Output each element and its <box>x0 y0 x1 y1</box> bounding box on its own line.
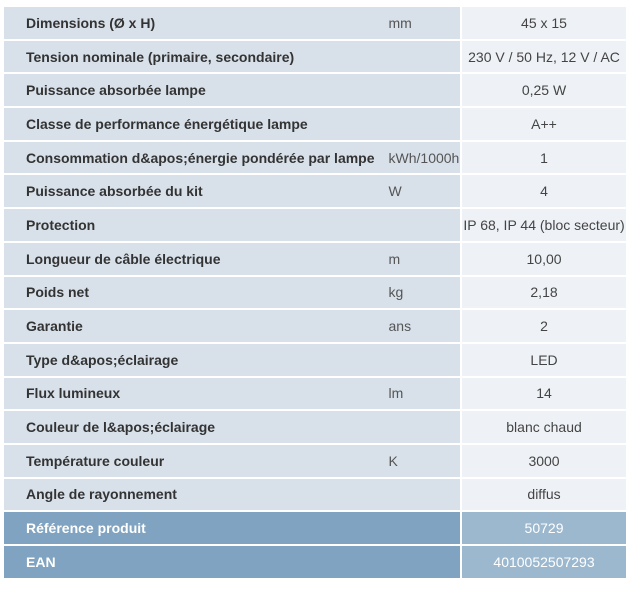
spec-label: Type d&apos;éclairage <box>4 344 375 378</box>
spec-row-type-eclairage <box>4 344 626 378</box>
spec-label: Poids net <box>4 277 375 311</box>
spec-value: 1 <box>462 142 625 176</box>
spec-unit <box>375 74 463 108</box>
spec-label: Puissance absorbée du kit <box>4 175 375 209</box>
spec-value: diffus <box>462 479 625 513</box>
spec-row-couleur <box>4 411 626 445</box>
spec-row-reference <box>4 512 626 546</box>
spec-unit: K <box>375 445 463 479</box>
spec-row-temperature <box>4 445 626 479</box>
spec-label: Dimensions (Ø x H) <box>4 7 375 41</box>
spec-value: 230 V / 50 Hz, 12 V / AC <box>462 41 625 75</box>
spec-unit: mm <box>375 7 463 41</box>
spec-row-flux <box>4 378 626 412</box>
spec-unit <box>375 411 463 445</box>
spec-label: Longueur de câble électrique <box>4 243 375 277</box>
spec-row-dimensions <box>4 7 626 41</box>
spec-unit <box>375 41 463 75</box>
spec-unit: ans <box>375 310 463 344</box>
spec-value: 2,18 <box>462 277 625 311</box>
spec-label: Angle de rayonnement <box>4 479 375 513</box>
ean-value: 4010052507293 <box>462 546 625 580</box>
spec-label: Température couleur <box>4 445 375 479</box>
spec-unit: lm <box>375 378 463 412</box>
spec-row-classe-energie <box>4 108 626 142</box>
reference-value: 50729 <box>462 512 625 546</box>
spec-value: 0,25 W <box>462 74 625 108</box>
spec-value: 2 <box>462 310 625 344</box>
spec-unit <box>375 209 463 243</box>
spec-unit: kWh/1000h <box>375 142 463 176</box>
spec-label: Flux lumineux <box>4 378 375 412</box>
spec-label: Tension nominale (primaire, secondaire) <box>4 41 375 75</box>
spec-label: Protection <box>4 209 375 243</box>
spec-row-puissance-lampe <box>4 74 626 108</box>
spec-value: blanc chaud <box>462 411 625 445</box>
spec-row-puissance-kit <box>4 175 626 209</box>
spec-value: LED <box>462 344 625 378</box>
spec-label: Classe de performance énergétique lampe <box>4 108 375 142</box>
spec-row-tension <box>4 41 626 75</box>
spec-label: Garantie <box>4 310 375 344</box>
spec-label: Puissance absorbée lampe <box>4 74 375 108</box>
spec-value: 3000 <box>462 445 625 479</box>
spec-label: Couleur de l&apos;éclairage <box>4 411 375 445</box>
reference-label: Référence produit <box>4 512 375 546</box>
spec-unit: W <box>375 175 463 209</box>
spec-label: Consommation d&apos;énergie pondérée par lampe <box>4 142 375 176</box>
spec-unit: m <box>375 243 463 277</box>
spec-value: 4 <box>462 175 625 209</box>
spec-unit <box>375 479 463 513</box>
spec-row-longueur-cable <box>4 243 626 277</box>
spec-row-angle <box>4 479 626 513</box>
ean-unit <box>375 546 463 580</box>
spec-row-ean <box>4 546 626 580</box>
spec-value: 10,00 <box>462 243 625 277</box>
spec-value: IP 68, IP 44 (bloc secteur) <box>462 209 625 243</box>
ean-label: EAN <box>4 546 375 580</box>
spec-table <box>4 7 626 580</box>
spec-unit <box>375 344 463 378</box>
spec-value: 14 <box>462 378 625 412</box>
spec-row-garantie <box>4 310 626 344</box>
spec-row-poids <box>4 277 626 311</box>
reference-unit <box>375 512 463 546</box>
spec-unit: kg <box>375 277 463 311</box>
spec-unit <box>375 108 463 142</box>
spec-value: A++ <box>462 108 625 142</box>
spec-row-protection <box>4 209 626 243</box>
spec-row-consommation <box>4 142 626 176</box>
spec-value: 45 x 15 <box>462 7 625 41</box>
